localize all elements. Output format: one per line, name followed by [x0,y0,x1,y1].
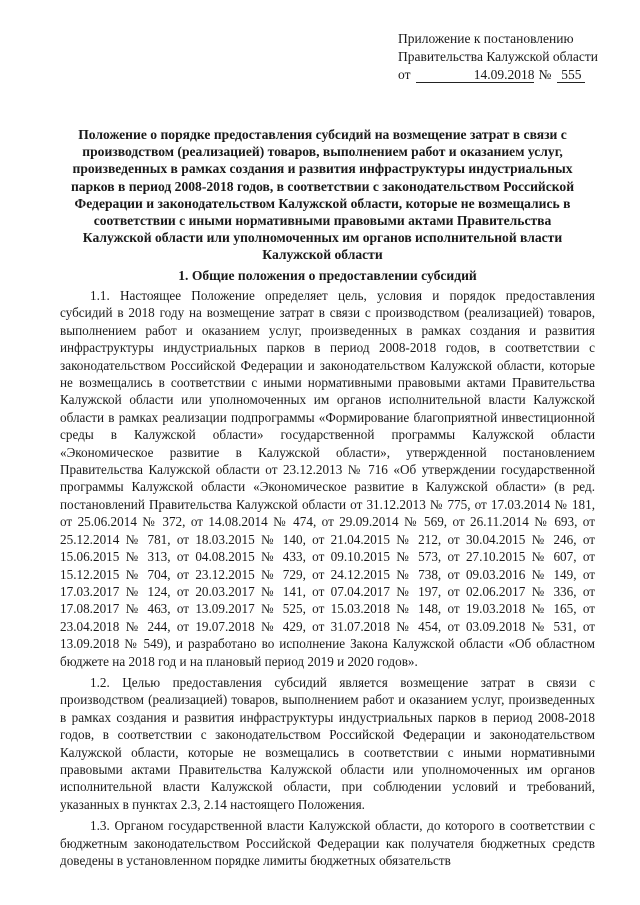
appendix-block [398,30,608,84]
document-body [60,287,595,873]
appendix-number-label: № [538,67,552,82]
section-heading: 1. Общие положения о предоставлении субсидий [178,268,477,283]
appendix-number: 555 [557,67,585,83]
paragraph-1-2: 1.2. Целью предоставления субсидий является возмещение затрат в связи с производством (реализацией) товаров, выполнением работ и оказанием услуг, произведенных в рамках создания и развития инфраструктуры индустриальных парков в период 2008-2018 годов, в соответствии с законодательством Российской Федерации и законодательством Калужской области, которые не возмещались в соответствии с иными нормативными правовыми актами Правительства Калужской области или уполномоченных им органов исполнительной власти Калужской области, при соблюдении условий и требований, указанных в пунктах 2.3, 2.14 настоящего Положения. [60,674,595,812]
paragraph-1-3: 1.3. Органом государственной власти Калужской области, до которого в соответствии с бюджетным законодательством Российской Федерации как получателя бюджетных средств доведены в установленном порядке лимиты бюджетных обязательств [60,818,595,868]
appendix-date: 14.09.2018 [416,67,534,83]
appendix-date-line [398,66,608,84]
appendix-from-label: от [398,67,411,82]
paragraph-1-1: 1.1. Настоящее Положение определяет цель, условия и порядок предоставления субсидий в 2018 году на возмещение затрат в связи с производством (реализацией) товаров, выполнением работ и оказанием услуг, произведенных в рамках создания и развития инфраструктуры индустриальных парков в период 2008-2018 годов, в соответствии с законодательством Российской Федерации и законодательством Калужской области, которые не возмещались в соответствии с иными нормативными правовыми актами Правительства Калужской области или уполномоченных им органов исполнительной власти Калужской области в рамках реализации подпрограммы «Формирование благоприятной инвестиционной среды в Калужской области» государственной программы Калужской области «Экономическое развитие в Калужской области», утвержденной постановлением Правительства Калужской области от 23.12.2013 № 716 «Об утверждении государственной программы Калужской области «Экономическое развитие в Калужской области» (в ред. постановлений Правительства Калужской области от 31.12.2013 № 775, от 17.03.2014 № 181, от 25.06.2014 № 372, от 14.08.2014 № 474, от 29.09.2014 № 569, от 26.11.2014 № 693, от 25.12.2014 № 781, от 18.03.2015 № 140, от 21.04.2015 № 212, от 30.04.2015 № 246, от 15.06.2015 № 313, от 04.08.2015 № 433, от 09.10.2015 № 573, от 27.10.2015 № 607, от 15.12.2015 № 704, от 23.12.2015 № 729, от 24.12.2015 № 738, от 09.03.2016 № 149, от 17.03.2017 № 124, от 20.03.2017 № 141, от 07.04.2017 № 197, от 02.06.2017 № 336, от 17.08.2017 № 463, от 13.09.2017 № 525, от 15.03.2018 № 148, от 19.03.2018 № 165, от 23.04.2018 № 244, от 19.07.2018 № 429, от 31.07.2018 № 454, от 03.09.2018 № 531, от 13.09.2018 № 549), и разработано во исполнение Закона Калужской области «Об областном бюджете на 2018 год и на плановый период 2019 и 2020 годов». [60,288,595,669]
appendix-line-2: Правительства Калужской области [398,49,599,64]
appendix-line-1: Приложение к постановлению [398,31,574,46]
document-title: Положение о порядке предоставления субсидий на возмещение затрат в связи с производством (реализацией) товаров, выполнением работ и оказанием услуг, произведенных в рамках создания и развития инфраструктуры индустриальных парков в период 2008-2018 годов, в соответствии с законодательством Российской Федерации и законодательством Калужской области, которые не возмещались в соответствии с иными нормативными правовыми актами Правительства Калужской области или уполномоченных им органов исполнительной власти Калужской области [70,127,575,263]
